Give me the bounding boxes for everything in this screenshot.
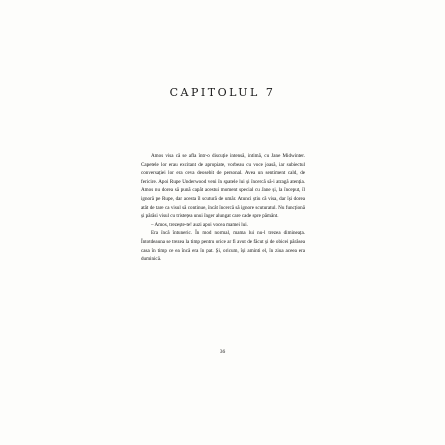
paragraph-2: – Amos, trezește-te! auzi apoi vocea mamei lui. <box>151 221 248 228</box>
page-number: 36 <box>219 349 226 355</box>
chapter-title: CAPITOLUL 7 <box>169 86 276 99</box>
chapter-body <box>141 152 305 264</box>
paragraph-3: Era încă întuneric. În mod normal, mama lui nu-l trezea dimineața. Întotdeauna se trezea la timp pentru orice ar fi avut de făcut și de obicei părăsea casa în timp ce ea încă era în pat. Și, oricum, își aminti el, în ziua aceea era duminică. <box>141 230 305 263</box>
paragraph-1: Amos visa că se afla într-o discuție intensă, intimă, cu Jane Midwinter. Capetele lor erau excitant de apropiate, vorbeau cu voce joasă, iar subiectul conversației lor era ceva deosebit de personal. Avea un sentiment cald, de fericire. Apoi Rupe Underwood veni în spatele lui și încercă să-i atragă atenția. Amos nu dorea să pună capăt acestui moment special cu Jane și, la început, îl ignoră pe Rupe, dar acesta îl scutură de umăr. Atunci știu că visa, dar își dorea atât de tare ca visul să continue, încât încercă să ignore scuturatul. Nu funcționă și părăsi visul cu tristețea unui înger alungat care cade spre pământ. <box>141 153 305 220</box>
